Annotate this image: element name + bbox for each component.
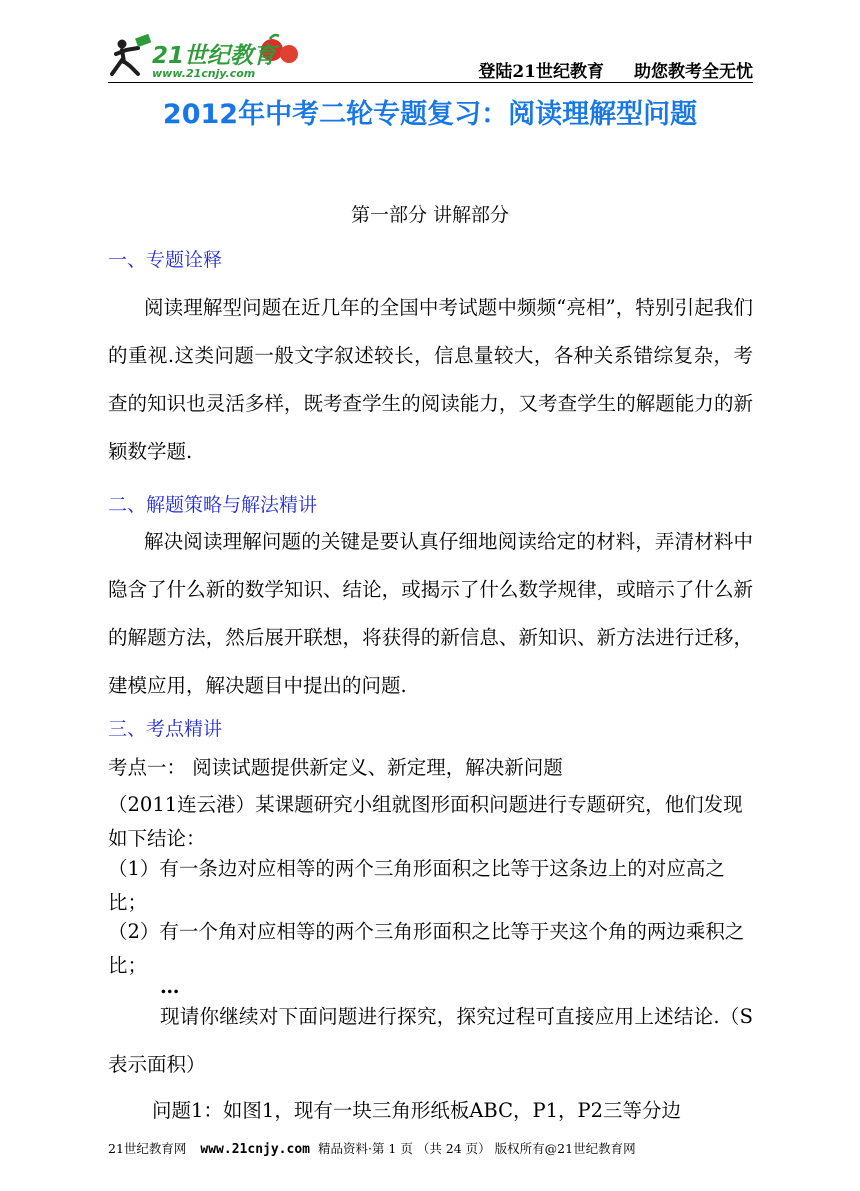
- section-1-text: 阅读理解型问题在近几年的全国中考试题中频频“亮相”，特别引起我们的重视.这类问题一般文字叙述较长，信息量较大，各种关系错综复杂，考查的知识也灵活多样，既考查学生的阅读能力，又考查学生的解题能力的新颖数学题.: [108, 296, 753, 463]
- logo-url: www.21cnjy.com: [152, 67, 256, 80]
- ellipsis: …: [160, 975, 180, 998]
- slogan-help: 助您教考全无忧: [634, 62, 753, 82]
- document-title: 2012年中考二轮专题复习：阅读理解型问题: [162, 99, 698, 130]
- page-header: [108, 0, 753, 84]
- example-intro: （2011连云港）某课题研究小组就图形面积问题进行专题研究，他们发现如下结论：: [108, 793, 743, 850]
- part-title: 第一部分 讲解部分: [350, 204, 510, 226]
- continue-text: 现请你继续对下面问题进行探究，探究过程可直接应用上述结论.（S表示面积）: [108, 1005, 753, 1076]
- footer-site-link[interactable]: www.21cnjy.com: [200, 1142, 310, 1157]
- conclusion-1: （1）有一条边对应相等的两个三角形面积之比等于这条边上的对应高之比；: [108, 857, 725, 914]
- problem-1: 问题1：如图1，现有一块三角形纸板ABC，P1，P2三等分边: [152, 1099, 682, 1122]
- section-2-text: 解决阅读理解问题的关键是要认真仔细地阅读给定的材料，弄清材料中隐含了什么新的数学知识、结论，或揭示了什么数学规律，或暗示了什么新的解题方法，然后展开联想，将获得的新信息、新知识、新方法进行迁移，建模应用，解决题目中提出的问题.: [108, 530, 753, 697]
- footer-right: 精品资料·第 1 页 （共 24 页） 版权所有@21世纪教育网: [317, 1141, 636, 1156]
- header-divider: [108, 82, 753, 83]
- header-slogan: [478, 57, 753, 82]
- section-heading-3: 三、考点精讲: [108, 718, 223, 740]
- footer-left: 21世纪教育网: [108, 1141, 187, 1156]
- conclusion-2: （2）有一个角对应相等的两个三角形面积之比等于夹这个角的两边乘积之比；: [108, 920, 745, 977]
- slogan-login: 登陆21世纪教育: [478, 62, 604, 82]
- logo-text: 21世纪教育: [152, 43, 277, 69]
- runner-icon: [112, 34, 151, 74]
- page-footer: [108, 1139, 753, 1157]
- keypoint-1: 考点一： 阅读试题提供新定义、新定理，解决新问题: [108, 756, 563, 779]
- 21cnjy-logo: [108, 30, 308, 80]
- section-heading-1: 一、专题诠释: [108, 249, 223, 271]
- section-heading-2: 二、解题策略与解法精讲: [108, 494, 318, 516]
